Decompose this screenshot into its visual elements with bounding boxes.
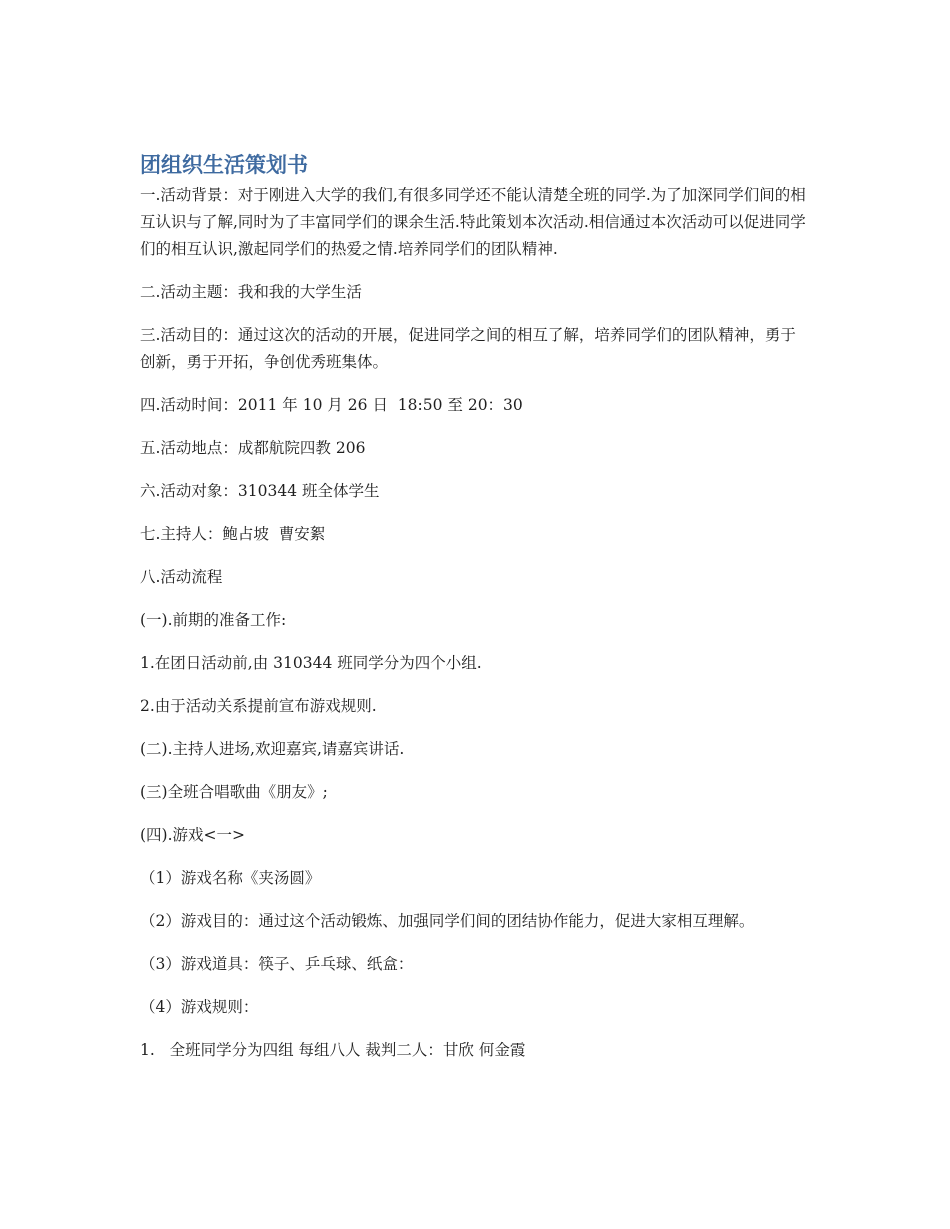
paragraph-chorus: (三)全班合唱歌曲《朋友》; bbox=[140, 783, 328, 801]
paragraph-prep-item-1: 1.在团日活动前,由 310344 班同学分为四个小组. bbox=[140, 654, 482, 672]
paragraph-game-props: （3）游戏道具：筷子、乒乓球、纸盒： bbox=[140, 955, 414, 973]
document-body bbox=[140, 150, 810, 1080]
paragraph-prep-item-2: 2.由于活动关系提前宣布游戏规则. bbox=[140, 697, 377, 715]
paragraph-game-rules: （4）游戏规则： bbox=[140, 998, 259, 1016]
paragraph-preparation: (一).前期的准备工作: bbox=[140, 611, 287, 629]
paragraph-rule-1: 1. 全班同学分为四组 每组八人 裁判二人：甘欣 何金霞 bbox=[140, 1041, 526, 1059]
document-title: 团组织生活策划书 bbox=[140, 153, 308, 177]
paragraph-host-entrance: (二).主持人进场,欢迎嘉宾,请嘉宾讲话. bbox=[140, 740, 405, 758]
paragraph-game-heading: (四).游戏<一> bbox=[140, 826, 245, 844]
paragraph-process-heading: 八.活动流程 bbox=[140, 568, 223, 586]
paragraph-game-purpose: （2）游戏目的：通过这个活动锻炼、加强同学们间的团结协作能力，促进大家相互理解。 bbox=[140, 912, 755, 930]
paragraph-purpose: 三.活动目的：通过这次的活动的开展，促进同学之间的相互了解，培养同学们的团队精神，勇于创新，勇于开拓，争创优秀班集体。 bbox=[140, 326, 796, 371]
paragraph-location: 五.活动地点：成都航院四教 206 bbox=[140, 439, 366, 457]
paragraph-game-name: （1）游戏名称《夹汤圆》 bbox=[140, 869, 321, 887]
paragraph-theme: 二.活动主题：我和我的大学生活 bbox=[140, 283, 362, 301]
paragraph-hosts: 七.主持人：鲍占坡 曹安絮 bbox=[140, 525, 326, 543]
paragraph-background: 一.活动背景：对于刚进入大学的我们,有很多同学还不能认清楚全班的同学.为了加深同学们间的相互认识与了解,同时为了丰富同学们的课余生活.特此策划本次活动.相信通过本次活动可以促进同学们的相互认识,激起同学们的热爱之情.培养同学们的团队精神. bbox=[140, 186, 806, 258]
paragraph-time: 四.活动时间：2011 年 10 月 26 日 18:50 至 20：30 bbox=[140, 396, 523, 414]
paragraph-audience: 六.活动对象：310344 班全体学生 bbox=[140, 482, 380, 500]
